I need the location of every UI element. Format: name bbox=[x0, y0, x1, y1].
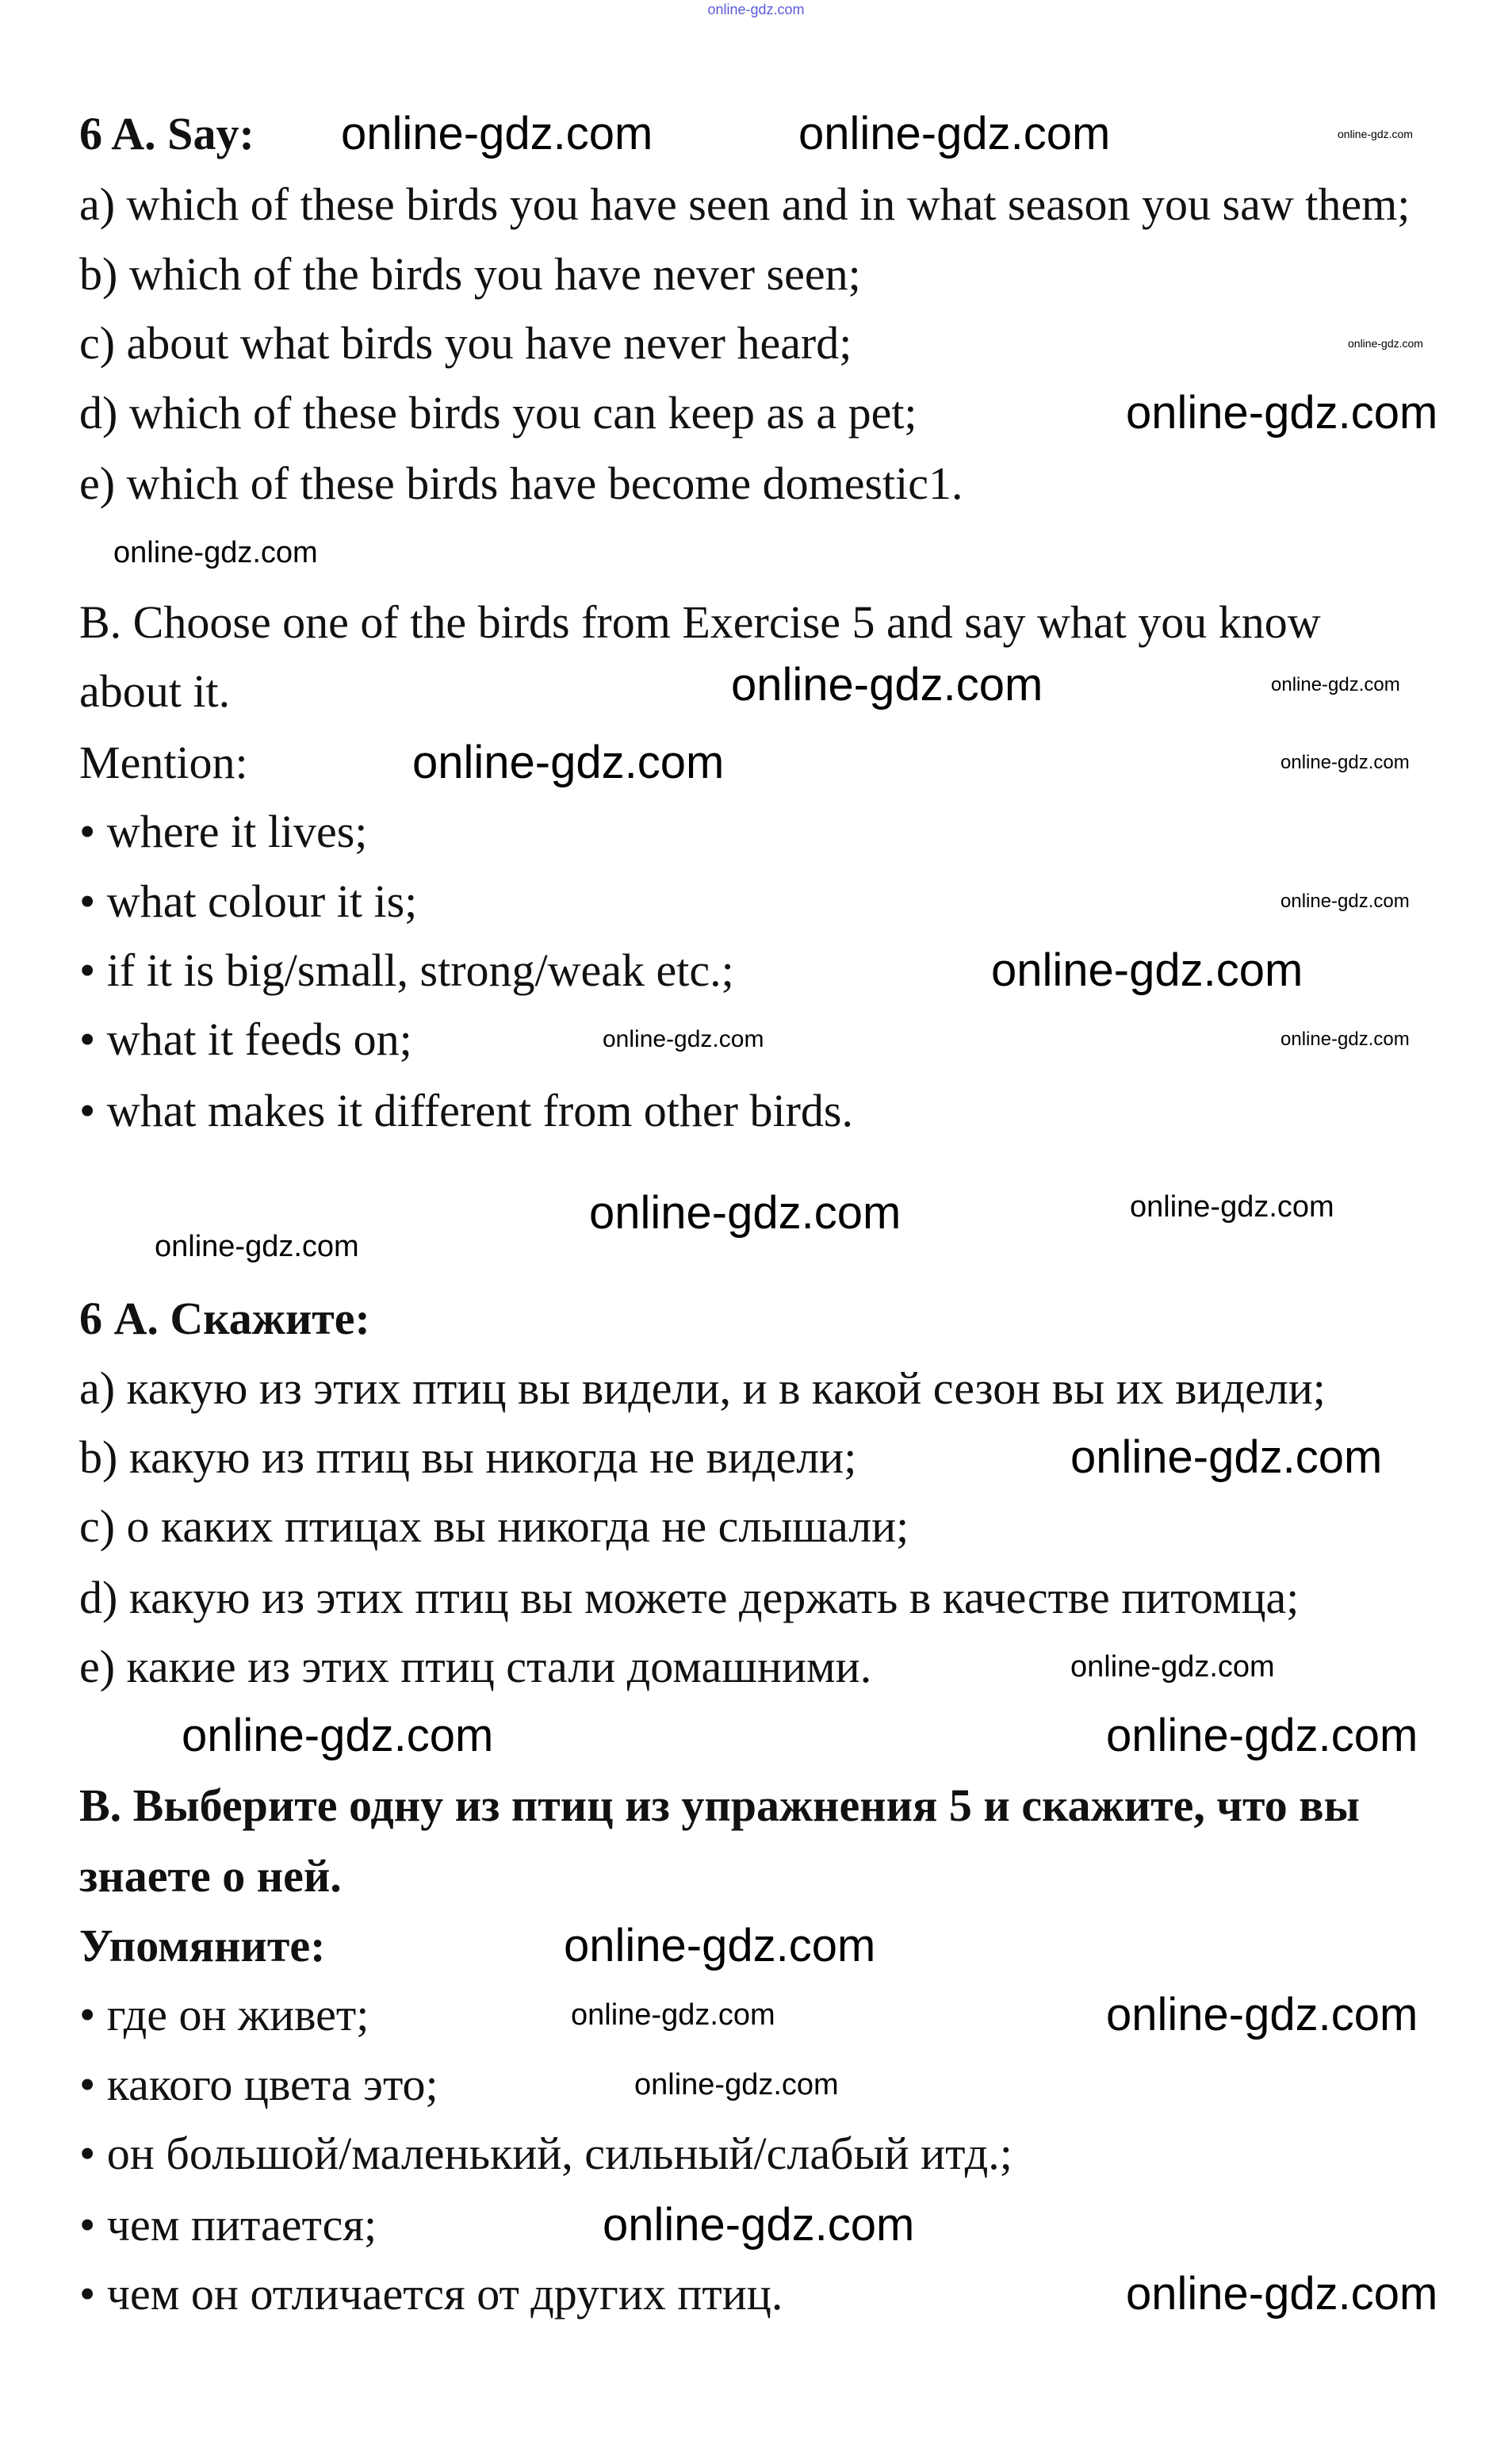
list-item: c) о каких птицах вы никогда не слышали; bbox=[79, 1500, 909, 1552]
watermark: online-gdz.com bbox=[1280, 752, 1410, 773]
bullet-item: • what it feeds on; bbox=[79, 1013, 412, 1065]
task-b-line1: B. Choose one of the birds from Exercise 5 and say what you know bbox=[79, 596, 1321, 648]
watermark: online-gdz.com bbox=[113, 536, 318, 569]
mention-label-ru: Упомяните: bbox=[79, 1920, 326, 1971]
watermark: online-gdz.com bbox=[991, 944, 1303, 996]
task-b-line2: about it. bbox=[79, 665, 231, 717]
bullet-item: • он большой/маленький, сильный/слабый итд.; bbox=[79, 2128, 1012, 2179]
list-item: e) which of these birds have become domestic1. bbox=[79, 458, 963, 509]
watermark: online-gdz.com bbox=[1280, 891, 1410, 912]
watermark: online-gdz.com bbox=[634, 2068, 839, 2101]
watermark: online-gdz.com bbox=[341, 108, 653, 159]
watermark: online-gdz.com bbox=[1070, 1431, 1383, 1483]
task-b-line2-ru: знаете о ней. bbox=[79, 1850, 342, 1902]
watermark: online-gdz.com bbox=[1126, 2268, 1438, 2320]
bullet-item: • what colour it is; bbox=[79, 875, 418, 927]
watermark-top: online-gdz.com bbox=[707, 2, 805, 17]
watermark: online-gdz.com bbox=[603, 1026, 764, 1052]
watermark: online-gdz.com bbox=[589, 1187, 901, 1239]
watermark: online-gdz.com bbox=[412, 737, 725, 788]
watermark: online-gdz.com bbox=[1130, 1190, 1334, 1224]
watermark: online-gdz.com bbox=[1271, 674, 1400, 695]
watermark: online-gdz.com bbox=[1106, 1710, 1418, 1761]
watermark: online-gdz.com bbox=[182, 1710, 494, 1761]
watermark: online-gdz.com bbox=[1280, 1029, 1410, 1050]
watermark: online-gdz.com bbox=[1348, 337, 1423, 350]
list-item: d) какую из этих птиц вы можете держать в качестве питомца; bbox=[79, 1572, 1300, 1623]
watermark: online-gdz.com bbox=[1106, 1989, 1418, 2040]
bullet-item: • какого цвета это; bbox=[79, 2059, 438, 2110]
task-b-line1-ru: В. Выберите одну из птиц из упражнения 5 и скажите, что вы bbox=[79, 1779, 1360, 1831]
list-item: c) about what birds you have never heard; bbox=[79, 317, 852, 369]
list-item: а) какую из этих птиц вы видели, и в какой сезон вы их видели; bbox=[79, 1362, 1326, 1414]
mention-label: Mention: bbox=[79, 737, 248, 788]
watermark: online-gdz.com bbox=[155, 1230, 359, 1263]
bullet-item: • where it lives; bbox=[79, 806, 368, 857]
watermark: online-gdz.com bbox=[564, 1920, 876, 1971]
bullet-item: • what makes it different from other birds. bbox=[79, 1085, 853, 1136]
list-item: d) which of these birds you can keep as a pet; bbox=[79, 387, 917, 439]
watermark: online-gdz.com bbox=[731, 659, 1043, 711]
exercise-title-ru: 6 А. Скажите: bbox=[79, 1293, 370, 1344]
watermark: online-gdz.com bbox=[1070, 1650, 1275, 1684]
bullet-item: • чем он отличается от других птиц. bbox=[79, 2268, 783, 2320]
watermark: online-gdz.com bbox=[571, 1998, 775, 2032]
bullet-item: • чем питается; bbox=[79, 2199, 377, 2251]
watermark: online-gdz.com bbox=[603, 2199, 915, 2251]
bullet-item: • if it is big/small, strong/weak etc.; bbox=[79, 944, 734, 996]
watermark: online-gdz.com bbox=[1126, 387, 1438, 439]
watermark: online-gdz.com bbox=[798, 108, 1111, 159]
list-item: b) какую из птиц вы никогда не видели; bbox=[79, 1431, 857, 1483]
bullet-item: • где он живет; bbox=[79, 1989, 369, 2040]
list-item: b) which of the birds you have never seen; bbox=[79, 248, 861, 300]
watermark: online-gdz.com bbox=[1338, 128, 1413, 140]
list-item: a) which of these birds you have seen and in what season you saw them; bbox=[79, 178, 1411, 230]
list-item: e) какие из этих птиц стали домашними. bbox=[79, 1641, 872, 1692]
exercise-title-en: 6 A. Say: bbox=[79, 108, 255, 159]
